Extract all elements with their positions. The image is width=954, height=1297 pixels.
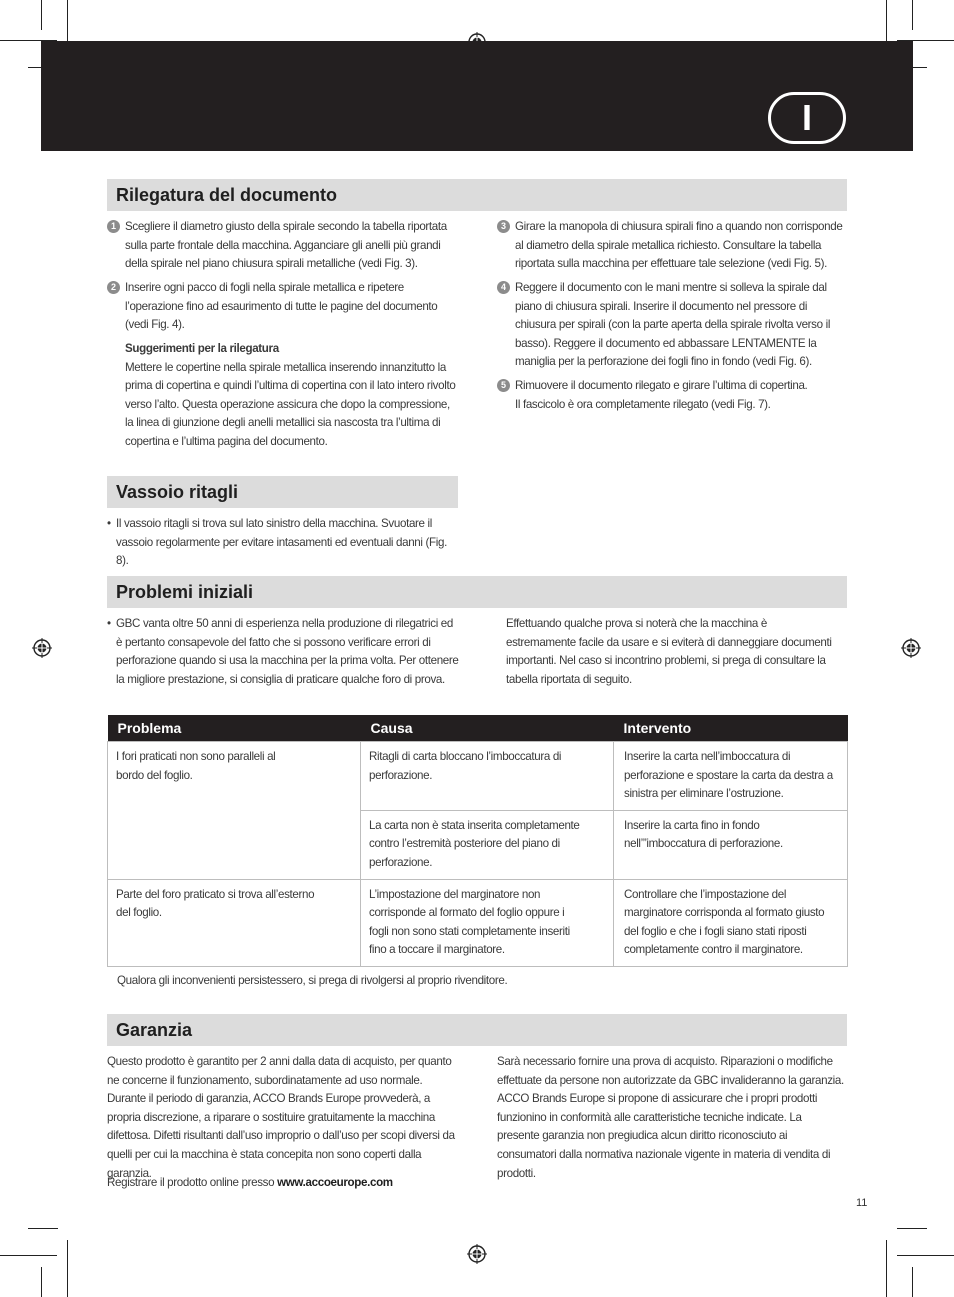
- binding-tips: [125, 340, 459, 452]
- step-number: 1: [107, 220, 120, 233]
- cause-cell: La carta non è stata inserita completamente contro l’estremità posteriore del piano di perforazione.: [361, 810, 614, 879]
- section-title-binding: Rilegatura del documento: [107, 179, 847, 211]
- problems-text-left: GBC vanta oltre 50 anni di esperienza nella produzione di rilegatrici ed è pertanto consapevole del fatto che si possono verificare errori di perforazione quando si usa la macchina per la prima volta. Per ottenere la migliore prestazione, si consiglia di praticare qualche foro di prova.: [116, 617, 459, 686]
- language-badge: I: [768, 92, 846, 144]
- tray-text: Il vassoio ritagli si trova sul lato sinistro della macchina. Svuotare il vassoio regolarmente per evitare intasamenti ed eventuali danni (Fig. 8).: [116, 517, 447, 568]
- step-number: 4: [497, 281, 510, 294]
- action-cell: Controllare che l’impostazione del marginatore corrisponda al formato giusto del foglio e che i fogli siano stati riposti completamente contro il marginatore.: [614, 879, 848, 966]
- registration-mark-icon: [901, 638, 921, 658]
- step-number: 3: [497, 220, 510, 233]
- step-text: Reggere il documento con le mani mentre si solleva la spirale dal piano di chiusura spirali. Inserire il documento nel pressore di chiusura per spirali (con la parte aperta della spirale rivolta verso il basso). Reggere il documento ed abbassare LENTAMENTE la maniglia per la perforazione dei fogli fino in fondo (vedi Fig. 6).: [515, 281, 831, 369]
- step-text: Rimuovere il documento rilegato e girare l’ultima di copertina. Il fascicolo è ora completamente rilegato (vedi Fig. 7).: [515, 379, 808, 411]
- crop-mark: [0, 1255, 57, 1256]
- problems-text-right: Effettuando qualche prova si noterà che la macchina è estremamente facile da usare e si eviterà di danneggiare documenti importanti. Nel caso si incontrino problemi, si prega di consultare la tabella riportata di seguito.: [506, 617, 832, 686]
- warranty-text-left: Questo prodotto è garantito per 2 anni dalla data di acquisto, per quanto ne concerne il funzionamento, subordinatamente ad uso normale. Durante il periodo di garanzia, ACCO Brands Europe provvederà, a propria discrezione, a riparare o sostituire gratuitamente la macchina difettosa. Difetti risultanti dall’uso improprio o dall’uso per scopi diversi da quelli per cui la macchina è stata concepita non sono coperti dalla garanzia.: [107, 1055, 455, 1180]
- column-header-action: Intervento: [614, 715, 848, 742]
- column-header-problem: Problema: [108, 715, 361, 742]
- step-text: Inserire ogni pacco di fogli nella spirale metallica e ripetere l’operazione fino ad esaurimento di tutte le pagine del documento (vedi Fig. 4).: [125, 281, 438, 332]
- step-text: Scegliere il diametro giusto della spirale secondo la tabella riportata sulla parte frontale della macchina. Agganciare gli anelli più grandi della spirale nel piano chiusura spirali metalliche (vedi Fig. 3).: [125, 220, 447, 271]
- crop-mark: [67, 1240, 68, 1297]
- tips-text: Mettere le copertine nella spirale metallica inserendo innanzitutto la prima di copertina e quindi l’ultima di copertina con il lato intero rivolto verso l’alto. Questa operazione assicura che dopo la compressione, la linea di giunzione degli anelli metallici sia nascosta tra l’ultima di copertina e l’ultima pagina del documento.: [125, 360, 456, 448]
- action-cell: Inserire la carta nell’imboccatura di perforazione e spostare la carta da destra a sinistra per eliminare l’ostruzione.: [614, 742, 848, 811]
- action-cell: Inserire la carta fino in fondo nell’”imboccatura di perforazione.: [614, 810, 848, 879]
- table-row: [108, 742, 848, 811]
- step-number: 5: [497, 379, 510, 392]
- crop-mark: [41, 1267, 42, 1297]
- registration-mark-icon: [467, 1244, 487, 1264]
- bullet: •: [107, 617, 111, 630]
- crop-mark: [28, 1228, 58, 1229]
- column-header-cause: Causa: [361, 715, 614, 742]
- page-number: 11: [856, 1197, 868, 1209]
- warranty-register: [107, 1174, 507, 1193]
- crop-mark: [41, 0, 42, 30]
- crop-mark: [912, 0, 913, 30]
- table-header-row: [108, 715, 848, 742]
- step-text: Girare la manopola di chiusura spirali fino a quando non corrisponde al diametro della spirale metallica richiesto. Consultare la tabella riportata sulla macchina per effettuare tale selezione (vedi Fig. 5).: [515, 220, 843, 271]
- section-title-problems: Problemi iniziali: [107, 576, 847, 608]
- problems-footnote: Qualora gli inconvenienti persistessero, si prega di rivolgersi al proprio rivenditore.: [117, 974, 508, 987]
- section-title-warranty: Garanzia: [107, 1014, 847, 1046]
- register-link[interactable]: www.accoeurope.com: [277, 1176, 393, 1189]
- bullet: •: [107, 517, 111, 530]
- cause-cell: L’impostazione del marginatore non corrisponde al formato del foglio oppure i fogli non sono stati completamente inseriti fino a toccare il marginatore.: [361, 879, 614, 966]
- warranty-text-right: Sarà necessario fornire una prova di acquisto. Riparazioni o modifiche effettuate da persone non autorizzate da GBC invalideranno la garanzia. ACCO Brands Europe si propone di assicurare che i propri prodotti funzionino in conformità alle caratteristiche tecniche indicate. La presente garanzia non pregiudica alcun diritto riconosciuto ai consumatori dalla normativa nazionale vigente in materia di vendita di prodotti.: [497, 1055, 844, 1180]
- section-title-tray: Vassoio ritagli: [107, 476, 458, 508]
- table-row: [108, 879, 848, 966]
- step-number: 2: [107, 281, 120, 294]
- crop-mark: [912, 1267, 913, 1297]
- problems-intro-left: [107, 615, 459, 691]
- cause-cell: Ritagli di carta bloccano l’imboccatura di perforazione.: [361, 742, 614, 811]
- problem-cell: Parte del foro praticato si trova all’esterno del foglio.: [108, 879, 361, 966]
- troubleshooting-table: [107, 715, 848, 967]
- tray-paragraph: [107, 515, 459, 568]
- crop-mark: [897, 1255, 954, 1256]
- crop-mark: [886, 1240, 887, 1297]
- problem-cell: I fori praticati non sono paralleli al bordo del foglio.: [108, 742, 361, 880]
- registration-mark-icon: [32, 638, 52, 658]
- tips-title: Suggerimenti per la rilegatura: [125, 342, 279, 355]
- crop-mark: [897, 1228, 927, 1229]
- register-text: Registrare il prodotto online presso: [107, 1176, 278, 1189]
